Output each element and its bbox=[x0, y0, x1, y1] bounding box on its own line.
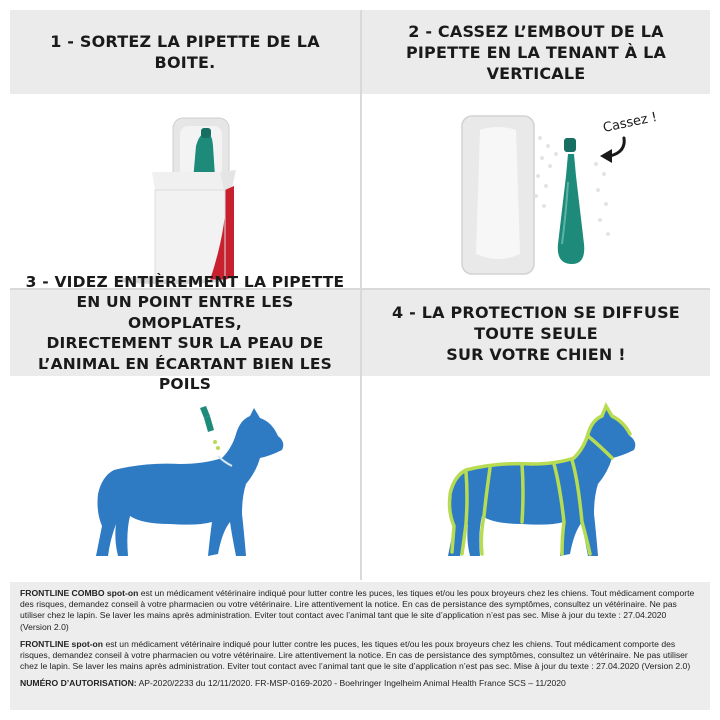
dog-protection-illustration bbox=[362, 376, 710, 580]
step-1-title: 1 - SORTEZ LA PIPETTE DE LA BOITE. bbox=[50, 32, 320, 72]
authorization-text: AP-2020/2233 du 12/11/2020. FR-MSP-0169-2020 - Boehringer Ingelheim Animal Health France SCS – 11/2020 bbox=[136, 678, 566, 689]
step-2-illustration bbox=[362, 94, 710, 288]
step-3-illustration bbox=[10, 376, 360, 580]
dog-silhouette bbox=[96, 408, 283, 556]
step-1-panel bbox=[10, 10, 360, 288]
legal-paragraph-1 bbox=[20, 588, 700, 633]
dog-silhouette bbox=[448, 408, 635, 556]
legal-paragraph-3 bbox=[20, 678, 700, 689]
step-1-header bbox=[10, 10, 360, 94]
legal-product-2: FRONTLINE spot-on bbox=[20, 638, 104, 649]
step-3-header bbox=[10, 272, 360, 393]
step-3-panel bbox=[10, 272, 360, 580]
legal-text-2: est un médicament vétérinaire indiqué pour lutter contre les puces, les tiques et/ou les poux broyeurs chez les chiens. Tout médicament comporte des risques, demandez conseil à votre pharmacien ou votre vétérinaire. Lire attentivement la notice. En cas de persistance des symptômes, consultez un vétérinaire. Ne pas utiliser chez le lapin. Se laver les mains après administration. Eviter tout contact avec l’animal tant que le site d’application n’est pas sec. Mise à jour du texte : 27.04.2020 (Version 2.0) bbox=[20, 638, 691, 672]
step-4-illustration bbox=[362, 376, 710, 580]
step-2-title: 2 - CASSEZ L’EMBOUT DE LA PIPETTE EN LA TENANT À LA VERTICALE bbox=[405, 21, 667, 83]
step-4-header bbox=[362, 290, 710, 376]
legal-notice bbox=[10, 582, 710, 710]
cassez-annotation: Cassez ! bbox=[601, 109, 659, 136]
step-1-illustration bbox=[10, 94, 360, 288]
dog-application-illustration bbox=[10, 376, 360, 580]
step-2-panel bbox=[362, 10, 710, 288]
step-4-panel bbox=[362, 290, 710, 580]
break-tip-illustration bbox=[362, 94, 710, 288]
step-4-title: 4 - LA PROTECTION SE DIFFUSE TOUTE SEULE SUR VOTRE CHIEN ! bbox=[392, 302, 680, 364]
legal-text-1: est un médicament vétérinaire indiqué pour lutter contre les puces, les tiques et/ou les poux broyeurs chez les chiens. Tout médicament comporte des risques, demandez conseil à votre pharmacien ou votre vétérinaire. Lire attentivement la notice. En cas de persistance des symptômes, consultez un vétérinaire. Ne pas utiliser chez le lapin. Se laver les mains après administration. Eviter tout contact avec l’animal tant que le site d’application n’est pas sec. Mise à jour du texte : 27.04.2020 (Version 2.0) bbox=[20, 588, 695, 632]
step-3-title: 3 - VIDEZ ENTIÈREMENT LA PIPETTE EN UN POINT ENTRE LES OMOPLATES, DIRECTEMENT SUR LA PEAU DE L’ANIMAL EN ÉCARTANT BIEN LES POILS bbox=[25, 272, 345, 393]
pipette-box-illustration bbox=[10, 94, 360, 288]
authorization-label: NUMÉRO D’AUTORISATION: bbox=[20, 678, 137, 689]
legal-product-1: FRONTLINE COMBO spot-on bbox=[20, 588, 139, 598]
legal-paragraph-2 bbox=[20, 639, 700, 673]
step-2-header bbox=[362, 10, 710, 94]
